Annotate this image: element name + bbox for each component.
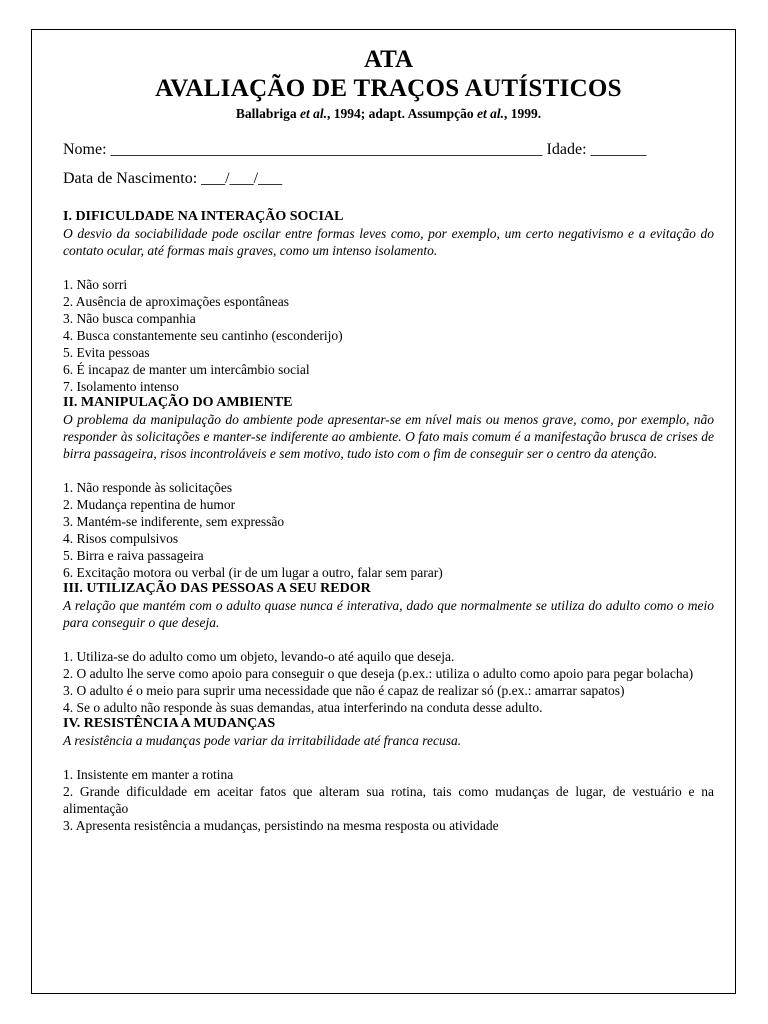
section-description: A relação que mantém com o adulto quase nunca é interativa, dado que normalmente se utiliza do adulto como o meio para conseguir o que deseja. <box>63 598 714 630</box>
list-item: 1. Não responde às solicitações <box>63 480 233 495</box>
item-list <box>63 648 714 716</box>
list-item: 3. O adulto é o meio para suprir uma necessidade que não é capaz de realizar só (p.ex.: amarrar sapatos) <box>63 683 625 698</box>
document-title: ATA <box>363 46 414 73</box>
list-item: 4. Risos compulsivos <box>63 531 179 546</box>
section-heading: II. MANIPULAÇÃO DO AMBIENTE <box>63 395 293 410</box>
section-heading: IV. RESISTÊNCIA A MUDANÇAS <box>63 716 276 731</box>
list-item: 6. Excitação motora ou verbal (ir de um lugar a outro, falar sem parar) <box>63 565 443 580</box>
list-item: 7. Isolamento intenso <box>63 379 179 394</box>
citation-part-2: , 1994; adapt. Assumpção <box>326 106 478 121</box>
section-social-interaction <box>63 209 714 395</box>
list-item: 1. Utiliza-se do adulto como um objeto, levando-o até aquilo que deseja. <box>63 649 455 664</box>
list-item: 4. Se o adulto não responde às suas demandas, atua interferindo na conduta desse adulto. <box>63 700 543 715</box>
citation <box>63 106 714 122</box>
list-item: 5. Evita pessoas <box>63 345 150 360</box>
list-item: 2. Grande dificuldade em aceitar fatos que alteram sua rotina, tais como mudanças de lugar, de vestuário e na alimentação <box>63 784 714 816</box>
list-item: 3. Não busca companhia <box>63 311 196 326</box>
list-item: 1. Não sorri <box>63 277 128 292</box>
list-item: 1. Insistente em manter a rotina <box>63 767 234 782</box>
citation-part-3: , 1999. <box>504 106 542 121</box>
list-item: 3. Apresenta resistência a mudanças, persistindo na mesma resposta ou atividade <box>63 818 499 833</box>
list-item: 4. Busca constantemente seu cantinho (esconderijo) <box>63 328 343 343</box>
section-heading: III. UTILIZAÇÃO DAS PESSOAS A SEU REDOR <box>63 581 371 596</box>
list-item: 2. Mudança repentina de humor <box>63 497 236 512</box>
item-list <box>63 479 714 581</box>
section-use-of-people <box>63 581 714 716</box>
section-environment-manipulation <box>63 395 714 581</box>
section-heading: I. DIFICULDADE NA INTERAÇÃO SOCIAL <box>63 209 344 224</box>
birth-date-field: Data de Nascimento: ___/___/___ <box>63 170 283 187</box>
document-content <box>63 46 714 834</box>
list-item: 5. Birra e raiva passageira <box>63 548 204 563</box>
item-list <box>63 766 714 834</box>
list-item: 3. Mantém-se indiferente, sem expressão <box>63 514 285 529</box>
section-resistance-to-change <box>63 716 714 834</box>
list-item: 6. É incapaz de manter um intercâmbio social <box>63 362 310 377</box>
name-age-field: Nome: ______________________________________________________ Idade: _______ <box>63 141 647 158</box>
section-description: O desvio da sociabilidade pode oscilar entre formas leves como, por exemplo, um certo negativismo e a evitação do contato ocular, até formas mais graves, como um intenso isolamento. <box>63 226 714 258</box>
citation-part-1: Ballabriga <box>235 106 300 121</box>
list-item: 2. O adulto lhe serve como apoio para conseguir o que deseja (p.ex.: utiliza o adulto como apoio para pegar bolacha) <box>63 666 694 681</box>
section-description: A resistência a mudanças pode variar da irritabilidade até franca recusa. <box>63 733 462 748</box>
item-list <box>63 276 714 395</box>
citation-etal-2: et al. <box>477 106 505 121</box>
citation-etal-1: et al. <box>299 106 327 121</box>
section-description: O problema da manipulação do ambiente pode apresentar-se em nível mais ou menos grave, como, por exemplo, não responder às solicitações e manter-se indiferente ao ambiente. O fato mais comum é a manifestação brusca de crises de birra passageira, risos incontroláveis e sem motivo, tudo isto com o fim de conseguir ser o centro da atenção. <box>63 412 714 461</box>
list-item: 2. Ausência de aproximações espontâneas <box>63 294 290 309</box>
document-subtitle: AVALIAÇÃO DE TRAÇOS AUTÍSTICOS <box>155 75 622 102</box>
